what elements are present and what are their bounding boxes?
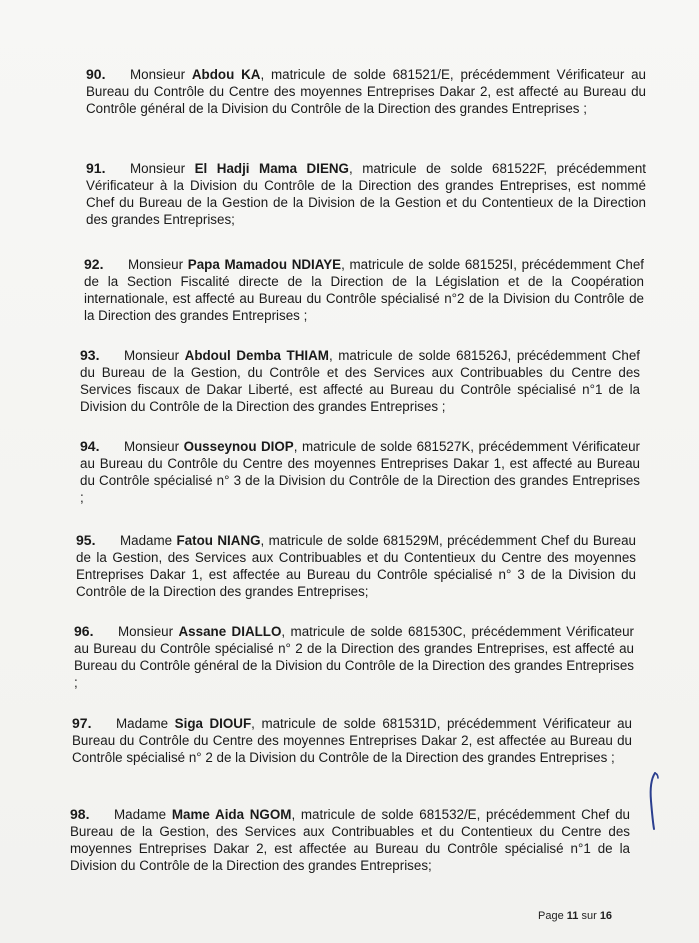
- entry-number: 91.: [86, 160, 106, 176]
- entry-text: , matricule de solde 681526J, précédemment Chef du Bureau de la Gestion, du Contrôle et des Services aux Contribuables du Centre des Services fiscaux de Dakar Liberté, est affecté au Bureau du Contrôle spécialisé n°1 de la Division du Contrôle de la Direction des grandes Entreprises ;: [80, 348, 640, 414]
- entry-name: Fatou NIANG: [176, 533, 261, 548]
- entry-title: Madame: [120, 533, 173, 548]
- entry-text: , matricule de solde 681530C, précédemment Vérificateur au Bureau du Contrôle spécialisé n° 2 de la Direction des grandes Entreprises, est affecté au Bureau du Contrôle général de la Division du Contrôle de la Direction des grandes Entreprises ;: [74, 624, 634, 690]
- entry-name: Ousseynou DIOP: [183, 439, 294, 454]
- entry-94: [80, 438, 640, 506]
- pen-mark-icon: [646, 771, 660, 831]
- entry-title: Monsieur: [124, 439, 180, 454]
- page-footer: [538, 910, 612, 922]
- entry-text: , matricule de solde 681522F, précédemment Vérificateur à la Division du Contrôle de la Direction des grandes Entreprises, est nommé Chef du Bureau de la Gestion de la Division de la Gestion et du Contentieux de la Direction des grandes Entreprises;: [86, 161, 646, 227]
- entry-title: Madame: [114, 807, 167, 822]
- footer-prefix: Page: [538, 910, 564, 922]
- entry-text: , matricule de solde 681529M, précédemment Chef du Bureau de la Gestion, des Services aux Contribuables et du Contentieux du Centre des moyennes Entreprises Dakar 1, est affectée au Bureau du Contrôle spécialisé n° 3 de la Division du Contrôle de la Direction des grandes Entreprises;: [76, 533, 637, 599]
- entry-name: Siga DIOUF: [174, 716, 252, 731]
- entry-title: Monsieur: [118, 624, 174, 639]
- footer-middle: sur: [581, 910, 597, 922]
- entry-number: 96.: [74, 623, 94, 639]
- entry-91: [86, 160, 646, 228]
- entry-title: Monsieur: [128, 257, 184, 272]
- entry-number: 94.: [80, 438, 100, 454]
- entry-number: 97.: [72, 715, 92, 731]
- entry-93: [80, 347, 640, 415]
- entry-name: Mame Aida NGOM: [171, 807, 292, 822]
- entry-name: Assane DIALLO: [178, 624, 282, 639]
- entry-97: [72, 715, 632, 766]
- entry-number: 90.: [86, 66, 106, 82]
- entry-92: [84, 256, 644, 324]
- entry-98: [70, 806, 630, 874]
- entry-text: , matricule de solde 681525I, précédemment Chef de la Section Fiscalité directe de la Direction de la Législation et de la Coopération internationale, est affecté au Bureau du Contrôle spécialisé n°2 de la Division du Contrôle de la Direction des grandes Entreprises ;: [84, 257, 644, 323]
- entry-name: Papa Mamadou NDIAYE: [187, 257, 342, 272]
- entry-text: , matricule de solde 681531D, précédemment Vérificateur au Bureau du Contrôle du Centre des moyennes Entreprises Dakar 2, est affectée au Bureau du Contrôle spécialisé n° 2 de la Division du Contrôle de la Direction des grandes Entreprises ;: [72, 716, 633, 765]
- entry-number: 95.: [76, 532, 96, 548]
- entry-name: El Hadji Mama DIENG: [194, 161, 349, 176]
- entry-title: Monsieur: [130, 161, 186, 176]
- footer-total-pages: 16: [599, 910, 613, 922]
- entry-title: Monsieur: [130, 67, 186, 82]
- entry-number: 93.: [80, 347, 100, 363]
- entry-95: [76, 532, 636, 600]
- entry-text: , matricule de solde 681527K, précédemment Vérificateur au Bureau du Contrôle du Centre des moyennes Entreprises Dakar 1, est affecté au Bureau du Contrôle spécialisé n° 3 de la Division du Contrôle de la Direction des grandes Entreprises ;: [80, 439, 640, 505]
- entry-name: Abdou KA: [191, 67, 261, 82]
- entry-text: , matricule de solde 681521/E, précédemment Vérificateur au Bureau du Contrôle du Centre des moyennes Entreprises Dakar 2, est affecté au Bureau du Contrôle général de la Division du Contrôle de la Direction des grandes Entreprises ;: [86, 67, 647, 116]
- entry-number: 98.: [70, 806, 90, 822]
- footer-current-page: 11: [566, 910, 579, 922]
- entry-90: [86, 66, 646, 117]
- entry-title: Madame: [116, 716, 169, 731]
- entry-number: 92.: [84, 256, 104, 272]
- entry-name: Abdoul Demba THIAM: [184, 348, 329, 363]
- entry-text: , matricule de solde 681532/E, précédemment Chef du Bureau de la Gestion, des Services aux Contribuables et du Contentieux du Centre des moyennes Entreprises Dakar 2, est affectée au Bureau du Contrôle spécialisé n°1 de la Division du Contrôle de la Direction des grandes Entreprises;: [70, 807, 630, 873]
- entry-96: [74, 623, 634, 691]
- entry-title: Monsieur: [124, 348, 180, 363]
